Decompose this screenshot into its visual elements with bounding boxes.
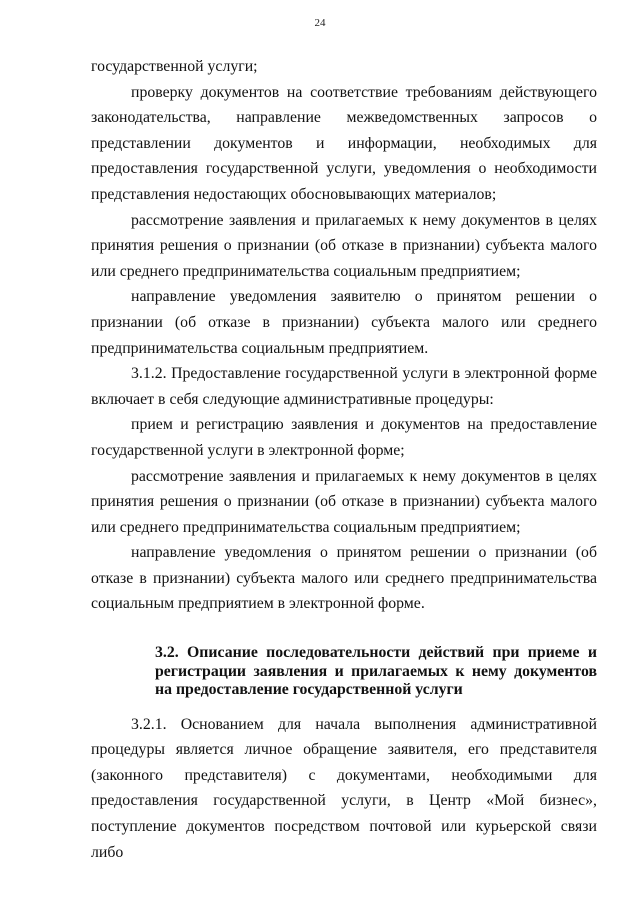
paragraph-3-1-2: 3.1.2. Предоставление государственной услуги в электронной форме включает в себя следующие административные процедуры:	[91, 365, 597, 408]
paragraph-electronic-review: рассмотрение заявления и прилагаемых к нему документов в целях принятия решения о признании (об отказе в признании) субъекта малого или среднего предпринимательства социальным предприятием;	[91, 467, 597, 536]
paragraph-electronic-notice: направление уведомления о принятом решении о признании (об отказе в признании) субъекта малого или среднего предпринимательства социальным предприятием в электронной форме.	[91, 544, 597, 613]
paragraph-electronic-registration: прием и регистрацию заявления и документов на предоставление государственной услуги в электронной форме;	[91, 416, 597, 459]
page-number: 24	[314, 17, 326, 29]
section-heading-3-2: 3.2. Описание последовательности действий при приеме и регистрации заявления и прилагаемых к нему документов на предоставление государственной услуги	[155, 644, 597, 699]
paragraph-decision-notice: направление уведомления заявителю о принятом решении о признании (об отказе в признании) субъекта малого или среднего предпринимательства социальным предприятием.	[91, 288, 597, 357]
paragraph-3-2-1: 3.2.1. Основанием для начала выполнения административной процедуры является личное обращение заявителя, его представителя (законного представителя) с документами, необходимыми для предоставления государственной услуги, в Центр «Мой бизнес», поступление документов посредством почтовой или курьерской связи либо	[91, 715, 597, 861]
paragraph-continuation: государственной услуги;	[91, 58, 258, 75]
paragraph-document-check: проверку документов на соответствие требованиям действующего законодательства, направление межведомственных запросов о представлении документов и информации, необходимых для предоставления государственной услуги, уведомления о необходимости представления недостающих обосновывающих материалов;	[91, 83, 597, 203]
paragraph-application-review: рассмотрение заявления и прилагаемых к нему документов в целях принятия решения о признании (об отказе в признании) субъекта малого или среднего предпринимательства социальным предприятием;	[91, 211, 597, 280]
document-body	[91, 54, 597, 865]
